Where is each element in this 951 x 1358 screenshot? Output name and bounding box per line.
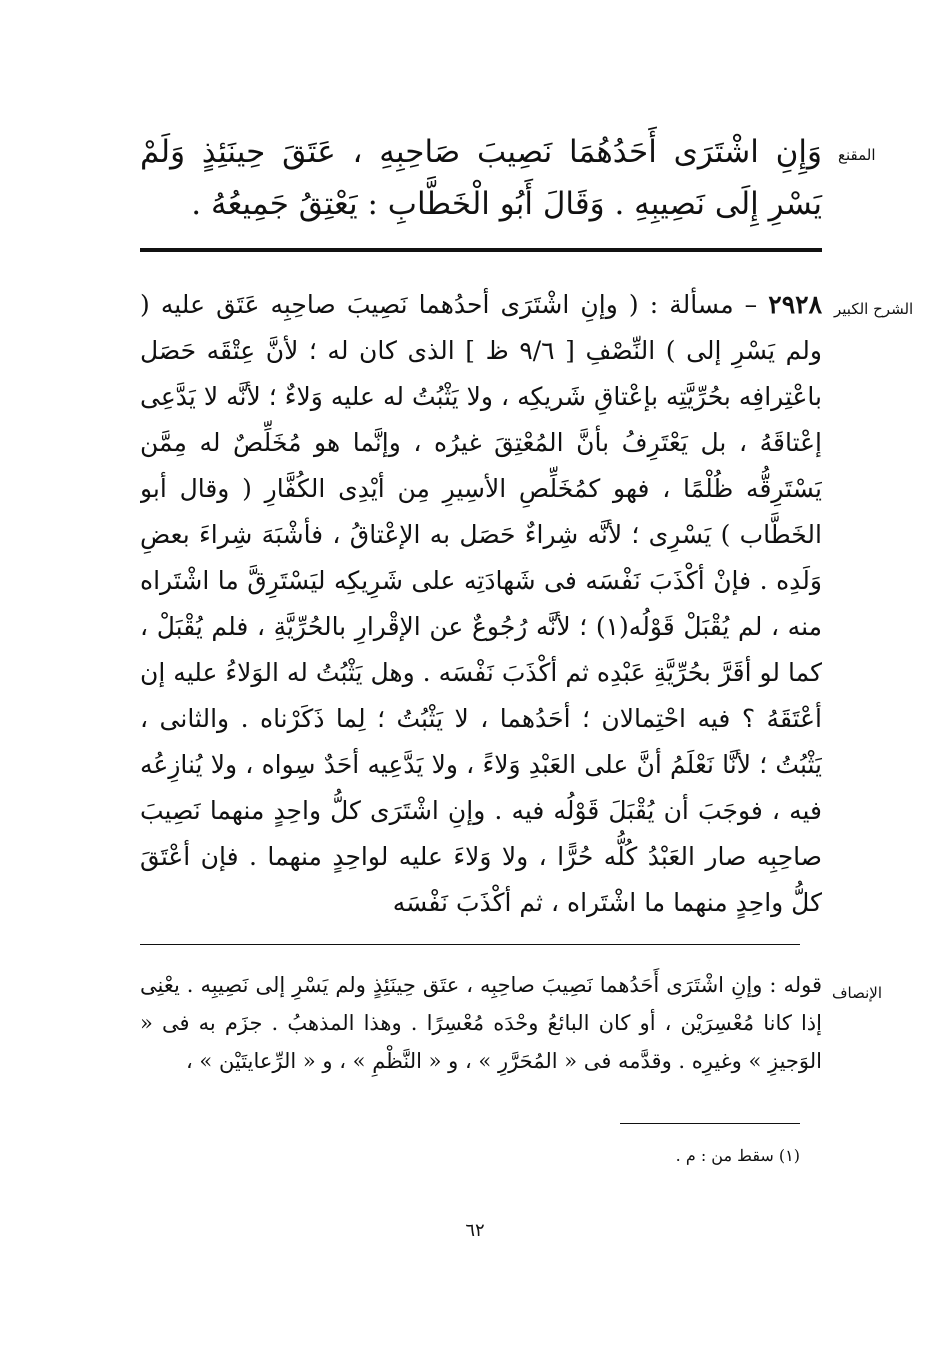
sharh-body: – مسألة : ( وإنِ اشْتَرَى أحدُهما نَصِيبَ صاحِبِه عَتَق عليه ( ولم يَسْرِ إلى ) النِّصْفِ [ ٩/٦ ظ ] الذى كان له ؛ لأنَّ عِتْقَه حَصَل باعْتِرافِه بحُرِّيَّتِه بإعْتاقِ شَريكِه ، ولا يَثْبُتُ له عليه وَلاءٌ ؛ لأنَّه لا يَدَّعِى إعْتاقَهُ ، بل يَعْتَرِفُ بأنَّ المُعْتِقَ غيرُه ، وإنَّما هو مُخَلِّصٌ له مِمَّن يَسْتَرِقُّه ظُلْمًا ، فهو كمُخَلِّصِ الأسِيرِ مِن أيْدِى الكُفَّارِ ( وقال أبو الخَطَّاب ) يَسْرِى ؛ لأنَّه شِراءٌ حَصَل به الإعْتاقُ ، فأشْبَهَ شِراءَ بعضِ وَلَدِه . فإنْ أكْذَبَ نَفْسَه فى شَهادَتِه على شَرِيكِه ليَسْتَرِقَّ ما اشْتَراه منه ، لم يُقْبَلْ قَوْلُه(١) ؛ لأنَّه رُجُوعٌ عن الإقْرارِ بالحُرِّيَّةِ ، فلم يُقْبَلْ ، كما لو أقَرَّ بحُرِّيَّةِ عَبْدِه ثم أكْذَبَ نَفْسَه . وهل يَثْبُتُ له الوَلاءُ عليه إن أعْتَقَهُ ؟ فيه احْتِمالان ؛ أحَدُهما ، لا يَثْبُتُ ؛ لِما ذَكَرْناه . والثانى ، يَثْبُتُ ؛ لأنَّا نَعْلَمُ أنَّ على العَبْدِ وَلاءً ، ولا يَدَّعِيه أحَدٌ سِواه ، ولا يُنازِعُه فيه ، فوجَبَ أن يُقْبَلَ قَوْلُه فيه . وإنِ اشْتَرَى كلُّ واحِدٍ منهما نَصِيبَ صاحِبِه صار العَبْدُ كُلُّه حُرًّا ، ولا وَلاءَ عليه لواحِدٍ منهما . فإن أعْتَقَ كلُّ واحِدٍ منهما ما اشْتَراه ، ثم أكْذَبَ نَفْسَه — [140, 290, 822, 917]
section-divider-thin — [140, 944, 800, 945]
muqni-label: المقنع — [838, 146, 876, 164]
insaf-text: قوله : وإنِ اشْتَرَى أَحَدُهما نَصِيبَ صاحِبِه ، عتَق حِينَئِذٍ ولم يَسْرِ إلى نَصِيبِه . يعْنِى إذا كانا مُعْسِرَيْن ، أو كان البائعُ وحْدَه مُعْسِرًا . وهذا المذهبُ . جزَم به فى « الوَجيزِ » وغيرِه . وقدَّمه فى « المُحَرَّرِ » ، و « النَّظْمِ » ، و « الرِّعايتَيْن » ، — [140, 973, 822, 1073]
sharh-text — [140, 282, 822, 922]
muqni-text: وَإِنِ اشْتَرَى أَحَدُهُمَا نَصِيبَ صَاحِبِهِ ، عَتَقَ حِينَئِذٍ وَلَمْ يَسْرِ إِلَى نَصِيبِهِ . وَقَالَ أَبُو الْخَطَّابِ : يَعْتِقُ جَمِيعُهُ . — [140, 134, 822, 222]
insaf-label: الإنصاف — [832, 984, 883, 1002]
footnote: (١) سقط من : م . — [675, 1146, 800, 1165]
footnote-divider — [620, 1123, 800, 1124]
page-number: ٦٢ — [465, 1220, 485, 1241]
section-divider-thick — [140, 248, 822, 252]
issue-number: ٢٩٢٨ — [768, 290, 822, 319]
sharh-label: الشرح الكبير — [834, 300, 914, 318]
